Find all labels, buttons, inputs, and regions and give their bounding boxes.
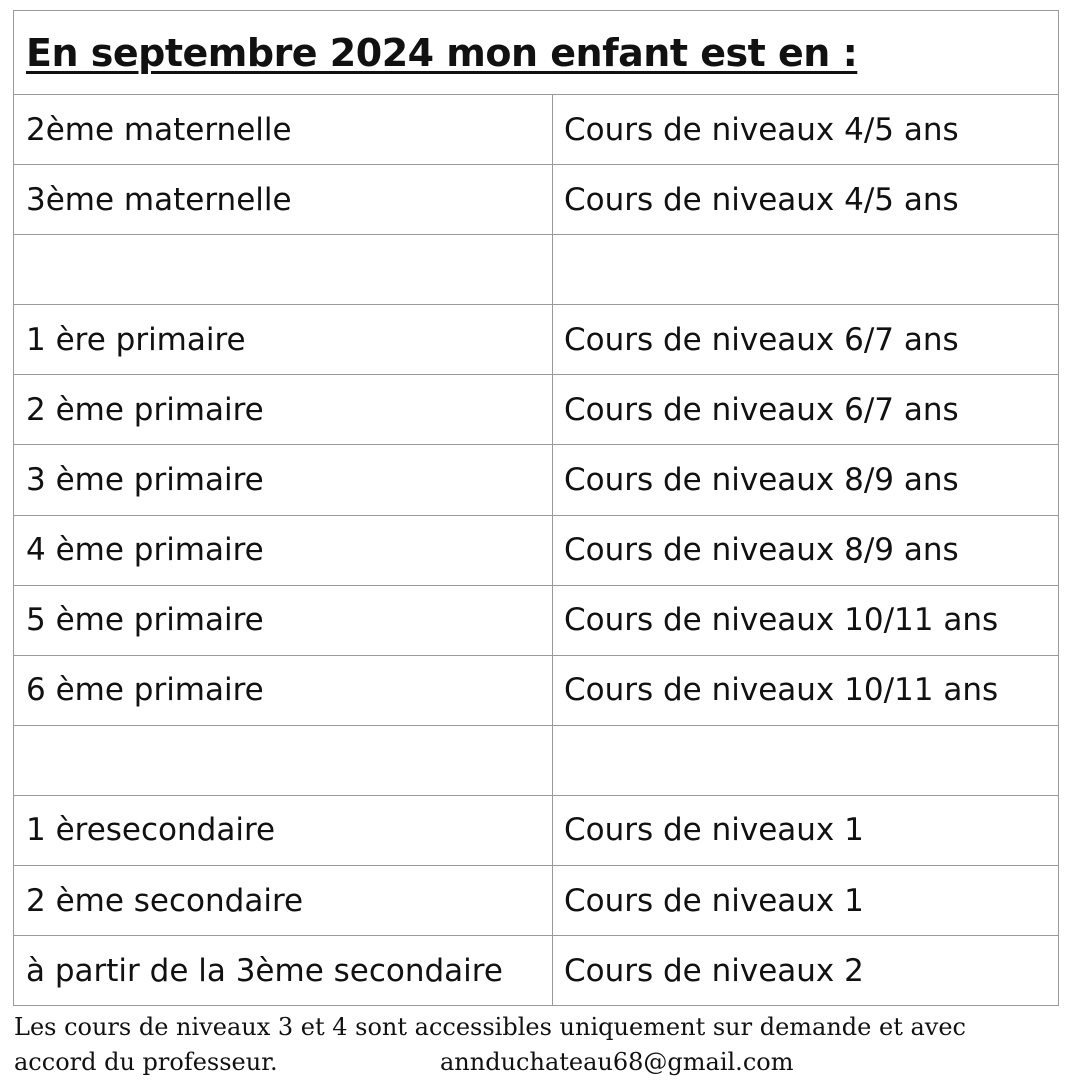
table-row: [14, 375, 1058, 445]
grade-cell: [14, 726, 553, 795]
grade-cell: 2ème maternelle: [14, 95, 553, 164]
grade-cell: 3ème maternelle: [14, 165, 553, 234]
course-level-cell: Cours de niveaux 8/9 ans: [564, 532, 959, 569]
course-level-cell: Cours de niveaux 4/5 ans: [564, 111, 959, 148]
course-level-cell: Cours de niveaux 6/7 ans: [564, 391, 959, 428]
footnote: [14, 1010, 1054, 1080]
grade-cell: à partir de la 3ème secondaire: [14, 936, 553, 1006]
course-level-cell: [553, 726, 1059, 795]
grade-cell: [14, 235, 553, 304]
table-row: [14, 866, 1058, 936]
grade-cell: 2 ème secondaire: [14, 866, 553, 935]
table-row: [14, 656, 1058, 726]
table-row: [14, 586, 1058, 656]
table-row: [14, 936, 1058, 1006]
table-row: [14, 165, 1058, 235]
table-row: [14, 95, 1058, 165]
table-row: [14, 305, 1058, 375]
grade-cell: 6 ème primaire: [14, 656, 553, 725]
grade-cell: 3 ème primaire: [14, 445, 553, 514]
grade-cell: 4 ème primaire: [14, 516, 553, 585]
course-level-cell: Cours de niveaux 4/5 ans: [564, 181, 959, 218]
table-row: [14, 235, 1058, 305]
grade-cell: 2 ème primaire: [14, 375, 553, 444]
table-row: [14, 726, 1058, 796]
table-row: [14, 796, 1058, 866]
course-level-cell: Cours de niveaux 1: [564, 882, 864, 919]
footnote-line-1: Les cours de niveaux 3 et 4 sont accessibles uniquement sur demande et avec: [14, 1013, 966, 1041]
course-level-cell: Cours de niveaux 8/9 ans: [564, 462, 959, 499]
page-title: En septembre 2024 mon enfant est en :: [26, 31, 858, 75]
table-body: [14, 95, 1058, 1006]
grade-cell: 1 ère primaire: [14, 305, 553, 374]
course-level-cell: [553, 235, 1059, 304]
course-level-cell: Cours de niveaux 10/11 ans: [564, 672, 999, 709]
course-level-table: [13, 10, 1059, 1006]
grade-cell: 1 èresecondaire: [14, 796, 553, 865]
contact-email[interactable]: annduchateau68@gmail.com: [440, 1048, 794, 1076]
table-row: [14, 445, 1058, 515]
course-level-cell: Cours de niveaux 6/7 ans: [564, 321, 959, 358]
course-level-cell: Cours de niveaux 1: [564, 812, 864, 849]
table-row: [14, 516, 1058, 586]
course-level-cell: Cours de niveaux 2: [564, 953, 864, 990]
course-level-cell: Cours de niveaux 10/11 ans: [564, 602, 999, 639]
table-title-row: [14, 11, 1058, 95]
footnote-line-2: accord du professeur.: [14, 1048, 278, 1076]
grade-cell: 5 ème primaire: [14, 586, 553, 655]
